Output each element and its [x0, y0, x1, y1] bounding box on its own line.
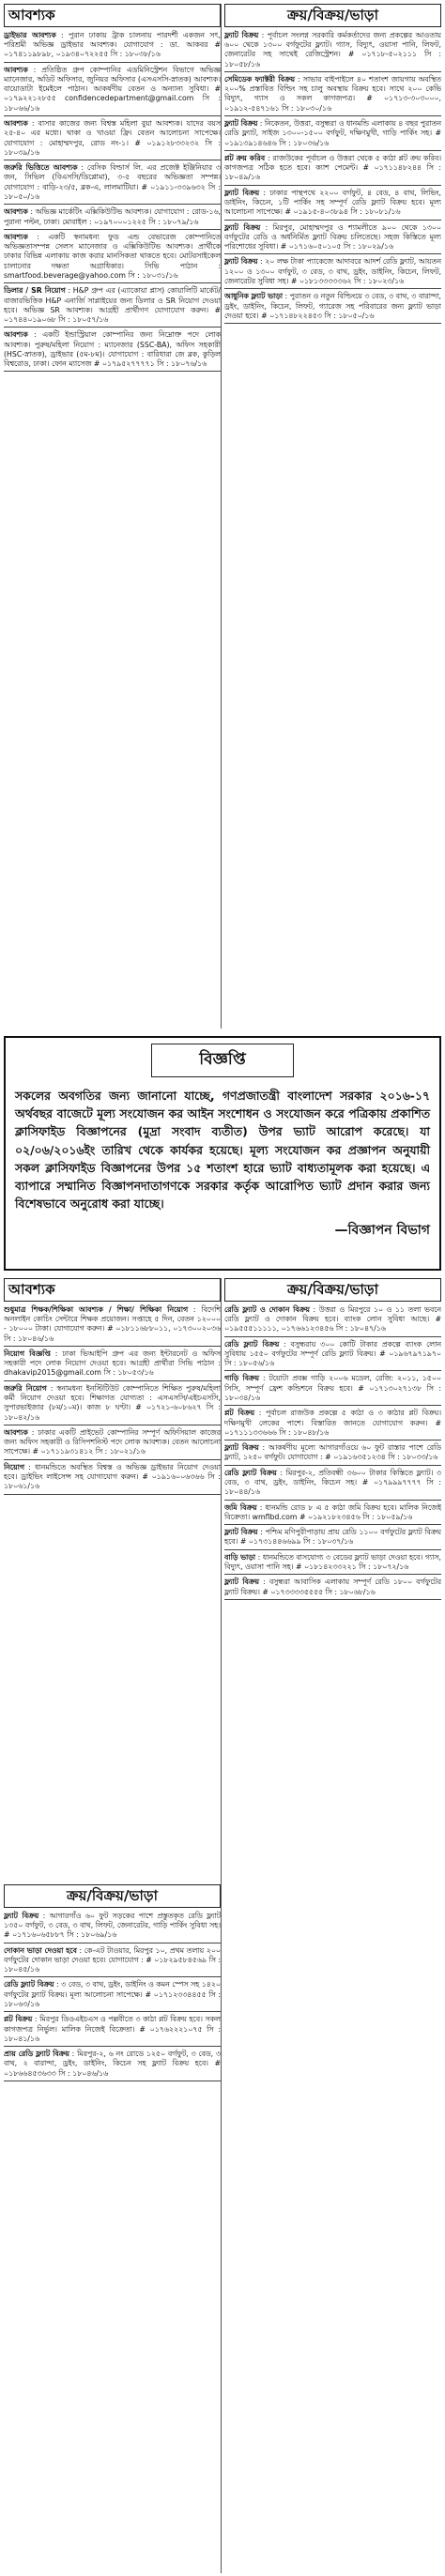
ad-label: ফ্ল্যাট বিক্রয় — [224, 188, 260, 197]
classified-ad: প্লট বিক্রয় : মিরপুর ডিওএইচএস ও পল্লবীতে ৩ কাঠা প্লট বিক্রয় হবে। সকল কাগজপত্র নির্ভুল। মালিক নিজেই বিক্রেতা। # ০১৭৬২২২১০৭৫ সি : ১৮০৪১/১৬ — [4, 2015, 221, 2047]
classified-ad: সেমিডেক ফ্যাক্টরী বিক্রয় : সাভার বাইপাইলে ৪০ শতাংশ জায়গায় অবস্থিত ২০০% প্রস্তাবিত বিল্ডিং সহ চালু অবস্থায় বিক্রয় হবে। সাথে ২০০ কেভি বিদ্যুৎ, গ্যাস ও সকল কাগজপত্র। # ০১৭১৩-৩০৩০০০, ০১৯১২-৫৪৭১৬১ সি : ১৮০৩০/১৬ — [224, 75, 441, 116]
ad-list — [4, 1912, 221, 2081]
ad-label: ফ্ল্যাট বিক্রয় — [224, 222, 261, 232]
ad-label: রেডি ফ্ল্যাট বিক্রয় — [224, 1339, 280, 1349]
section-top-left — [4, 4, 221, 1029]
classified-ad: রেডি ফ্ল্যাট বিক্রয় : বসুন্ধরায় ৩০০ কোটি টাকার প্রকল্পে ব্যাংক লোন সুবিধায় ১৫৫০ বর্গফুটের সম্পূর্ণ রেডি ফ্ল্যাট বিক্রয়। # ০১৯৬৭৯৭১৯৭০ সি : ১৮০৫৬/১৬ — [224, 1340, 441, 1372]
classified-ad: জরুরি ভিত্তিতে আবশ্যক : বেসিক বিল্ডার্স লি. এর প্রজেক্ট ইঞ্জিনিয়ার ৩ জন, সিভিল (বিএসসি/ডিপ্লোমা), ৩-৫ বছরের অভিজ্ঞতা সম্পন্ন। যোগাযোগ : বাড়ি-২৩/৫, ব্লক-এ, লালমাটিয়া। # ০১৯১১-৩৩৯৬৩২ সি : ১৮০৫০/১৬ — [4, 163, 221, 205]
ad-label: নিয়োগ বিজ্ঞপ্তি — [4, 1349, 51, 1358]
classified-ad: আবশ্যক : একটি স্বনামধন্য ফুড এন্ড বেভারেজ কোম্পানিতে অভিজ্ঞতাসম্পন্ন সেলস ম্যানেজার ও এক্সিকিউটিভ আবশ্যক। প্রার্থীকে ঢাকার বিভিন্ন এলাকায় কাজ করার মানসিকতা থাকতে হবে। মোটরসাইকেল চালানোর দক্ষতা অগ্রাধিকার। সিভি পাঠান : smartfood.beverage@yahoo.com সি : ১৮০৩১/১৬ — [4, 233, 221, 283]
ad-label: ফ্ল্যাট বিক্রয় — [224, 1578, 259, 1587]
section-bottom-left-1 — [4, 1278, 221, 1879]
classified-ad: দোকান ভাড়া দেওয়া হবে : কে-এট টাওয়ার, মিরপুর ১০, প্রথম তলায় ২০০ বর্গফুটের দোকান ভাড়া দেওয়া হবে। যোগাযোগ : # ০১৮২৯৫৮৪৫৬৯ সি : ১৮০৪৫/১৬ — [4, 1946, 221, 1978]
classified-ad: আধুনিক ফ্ল্যাট ভাড়া : পুরাতন ও নতুন বিল্ডিংয়ে ৩ বেড, ৩ বাথ, ৩ বারান্দা, ড্রইং, ডাইনিং, কিচেন, লিফট, গ্যারেজ সহ পরিবারের জন্য ফ্ল্যাট ভাড়া দেওয়া হবে। # ০১৭১৪৮২২৪৫৩ সি : ১৮০৫০/১৬ — [224, 292, 441, 324]
classified-ad: নিয়োগ : ধানমন্ডিতে অবস্থিত বিশ্বস্ত ও অভিজ্ঞ ড্রাইভার নিয়োগ দেওয়া হবে। ড্রাইভিং লাইসেন্স সহ যোগাযোগ করুন। # ০১৯১৬০০৬৩৬৬ সি : ১৮০৬১/১৬ — [4, 1463, 221, 1495]
ad-list — [4, 31, 221, 373]
section-heading: ক্রয়/বিক্রয়/ভাড়া — [224, 1278, 441, 1302]
classified-ad: রেডি ফ্ল্যাট বিক্রয় : ৩ বেড, ৩ বাথ, ড্রইং, ডাইনিং ও কমন স্পেস সহ ১৪২০ বর্গফুটের ফ্ল্যাট বিক্রয়। মূল্য আলোচনা সাপেক্ষে। # ০১৭১২৩৩৪৪৫৫ সি : ১৮০৬৩/১৬ — [4, 1980, 221, 2012]
ad-label: ফ্ল্যাট বিক্রয় — [224, 1528, 258, 1537]
classified-ad: আবশ্যক : অভিজ্ঞ মার্কেটিং এক্সিকিউটিভ আবশ্যক। যোগাযোগ : রোড-১৬, পুরানা পল্টন, ঢাকা। মোবাইল : ০১৯৭০০০১২২৫ সি : ১৮০৭৯/১৬ — [4, 207, 221, 230]
classified-ad: শুধুমাত্র শিক্ষক/শিক্ষিকা আবশ্যক / শিক্ষা/ শিক্ষিকা নিয়োগ : বিদেশি অনলাইন কোচিং সেন্টারে শিক্ষক প্রয়োজন। সপ্তাহে ৫ দিন, বেতন ১২০০০ - ১৮০০০ টাকা। যোগাযোগ করুন। # ০১৮১১৬৮৮০১১, ০১৭৩০০২০৩৬ সি : ১৮০৪৬/১৬ — [4, 1305, 221, 1347]
section-heading: ক্রয়/বিক্রয়/ভাড়া — [224, 4, 441, 27]
ad-list — [4, 1305, 221, 1495]
classified-ad: প্লট বিক্রয় : পূর্বাচল রাজউক প্রকল্পে ৫ কাঠা ও ৩ কাঠার প্লট বিক্রয়। দক্ষিণমুখী লেকের পাশে। বিস্তারিত জানতে যোগাযোগ করুন। # ০১৭১১১৩৩৬৬৬ সি : ১৮০৪৮/১৬ — [224, 1409, 441, 1440]
ad-label: নিয়োগ — [4, 1462, 24, 1471]
classified-ad: ফ্ল্যাট বিক্রয় : পশ্চিম মণিপুরীপাড়ায় প্রায় রেডি ১১০০ বর্গফুটের ফ্ল্যাট বিক্রয় হবে। # ০১৭৩১৪৪৬৬৯৯ সি : ১৮০৩৭/১৬ — [224, 1528, 441, 1550]
ad-label: ফ্ল্যাট বিক্রয় — [224, 119, 258, 128]
notice-body: সকলের অবগতির জন্য জানানো যাচ্ছে, গণপ্রজাতন্ত্রী বাংলাদেশ সরকার ২০১৬-১৭ অর্থবছর বাজেটে মূল্য সংযোজন কর আইন সংশোধন ও সংযোজন করে পত্রিকায় প্রকাশিত ক্লাসিফাইড বিজ্ঞাপনের (মুদ্রা সংবাদ ব্যতীত) উপর ভ্যাট আরোপ করেছে। যা ০২/০৬/২০১৬ইং তারিখ থেকে কার্যকর হয়েছে। মূল্য সংযোজন কর প্রজ্ঞাপন অনুযায়ী সকল ক্লাসিফাইড বিজ্ঞাপনের উপর ১৫ শতাংশ হারে ভ্যাট বাধ্যতামূলক করা হয়েছে। এ ব্যাপারে সম্মানিত বিজ্ঞাপনদাতাগণকে সরকার কর্তৃক আরোপিত ভ্যাট প্রদান করার জন্য বিশেষভাবে অনুরোধ করা যাচ্ছে। — [15, 1089, 430, 1212]
ad-label: জমি বিক্রয় — [224, 1502, 257, 1512]
ad-label: শুধুমাত্র শিক্ষক/শিক্ষিকা আবশ্যক / শিক্ষা/ শিক্ষিকা নিয়োগ — [4, 1304, 189, 1314]
notice-signature: —বিজ্ঞাপন বিভাগ — [334, 1222, 430, 1238]
classified-ad: আবশ্যক : ঢাকার একটি প্রাইভেট কোম্পানির সম্পূর্ণ অফিসিয়াল কাজের জন্য অফিস সহকারী ও রিসিপশনিস্ট পদে লোক আবশ্যক। বেতন আলোচনা সাপেক্ষে। # ০১৭১১৯৩১৪১২ সি : ১৮০২১/১৬ — [4, 1428, 221, 1460]
classified-ad: বাড়ি ভাড়া : ধানমন্ডিতে বাসযোগ্য ৩ বেডের ফ্ল্যাট ভাড়া দেওয়া হবে। গ্যাস, বিদ্যুৎ, ওয়াসা পানি সহ। # ০১৮১৪২৩৩২২১ সি : ১৮০৭২/১৬ — [224, 1553, 441, 1576]
ad-label: রেডি ফ্ল্যাট ও দোকান বিক্রয় — [224, 1304, 310, 1314]
section-heading: ক্রয়/বিক্রয়/ভাড়া — [4, 1884, 221, 1908]
classified-ad: ড্রাইভার আবশ্যক : পুরান ঢাকায় ট্রাক চালনায় পারদর্শী একজন সৎ, পরিশ্রমী অভিজ্ঞ ড্রাইভার আবশ্যক। যোগাযোগ : ডা. আকবর # ০১৭৪১১৯৮৯৮, ০১৯৩৪০৭২২৫৫ সি : ১৮০৩৮/১৬ — [4, 31, 221, 63]
classified-ad: রেডি ফ্ল্যাট বিক্রয় : মিরপুর-২, প্রতিবন্ধী ৩৬০০ টাকার কিস্তিতে ফ্ল্যাট। ৩ বেড, ৩ বাথ, ড্রইং, ডাইনিং, কিচেন সহ। # ০১৭৯৯৯৭৭৭৭ সি : ১৮০৪৪/১৬ — [224, 1469, 441, 1501]
classified-ad: প্রায় রেডি ফ্ল্যাট বিক্রয় : মিরপুর-২, ৬ নং রোডে ১২৫০ বর্গফুট, ৩ বেড, ৩ বাথ, ২ বারান্দা, ড্রইং, ডাইনিং, কিচেন সহ ফ্ল্যাট বিক্রয় হবে। # ০১৮৬৬৪৫৩৬৩৩ সি : ১৮০৪৬/১৬ — [4, 2050, 221, 2081]
section-heading: আবশ্যক — [4, 4, 221, 27]
classified-ad: আবশ্যক : একটি ইন্ডাস্ট্রিয়াল কোম্পানির জন্য নিম্নোক্ত পদে লোক আবশ্যক। পুরুষ/মহিলা নিয়োগ : ম্যানেজার (SSC-BA), অফিস সহকারী (HSC-স্নাতক), ড্রাইভার (৫ম-৮ম)। যোগাযোগ : বারিধারা জে ব্লক, কুড়িল বিশ্বরোড, ঢাকা। ফোন ম্যাসেজ # ০১৭৯৫২৭৭৭৭১ সি : ১৮০৭৬/১৬ — [4, 330, 221, 372]
ad-label: আবশ্যক — [4, 330, 28, 340]
ad-label: প্রায় রেডি ফ্ল্যাট বিক্রয় — [4, 2050, 69, 2059]
ad-list — [224, 1305, 441, 1600]
ad-label: রেডি ফ্ল্যাট বিক্রয় — [4, 1980, 54, 1989]
section-bottom-left-2 — [4, 1884, 221, 2571]
ad-label: আবশ্যক — [4, 1427, 28, 1437]
ad-label: আবশ্যক — [4, 232, 28, 241]
classified-ad: ডিলার / SR নিয়োগ : H&P গ্রুপ এর (এ্যাকোয়া প্লাস) কোয়ালিটি মার্কেট/বাজারভিত্তিক H&P এনার্জি সাপ্লাইয়ের জন্য ডিলার ও SR নিয়োগ দেওয়া হবে। অভিজ্ঞ SR আবশ্যক। আগ্রহী প্রার্থীগণ যোগাযোগ করুন। # ০১৭৪৪০১৯০৬৮ সি : ১৮০৫৭/১৬ — [4, 286, 221, 328]
classified-ad: নিয়োগ বিজ্ঞপ্তি : ঢাকা ভিআইপি গ্রুপ এর জন্য ইন্টারনেট ও অফিস সহকারী পদে লোক নিয়োগ দেওয়া হবে। আগ্রহী প্রার্থীরা সিভি পাঠান : dhakavip2015@gmail.com সি : ১৮০৫৩/১৬ — [4, 1349, 221, 1381]
ad-label: ডিলার / SR নিয়োগ — [4, 286, 66, 296]
classified-ad: প্লট ক্রয় করিব : রাজউকের পূর্বাচল ও উত্তরা থেকে ৫ কাঠা প্লট ক্রয় করিব। কাগজপত্র সঠিক হতে হবে। ক্যাশ পেমেন্ট। # ০১৭১১৪৮২৪৪ সি : ১৮০৪৯/১৬ — [224, 154, 441, 186]
classified-ad: আবশ্যক : বাসার কাজের জন্য বিশ্বস্ত মহিলা বুয়া আবশ্যক। যাদের বয়স ২৫-৪০ এর মধ্যে। থাকা ও খাওয়া ফ্রি। বেতন আলোচনা সাপেক্ষে। যোগাযোগ : মোহাম্মদপুর, রোড নং-১। # ০১৯১২৮৩৩২৩২ সি : ১৮০৩৯/১৬ — [4, 119, 221, 160]
classified-ad: ফ্ল্যাট বিক্রয় : পূর্বাচল সংলগ্ন সরকারি কর্মকর্তাদের জন্য প্রকল্পের আওতায় ৬০০ থেকে ১৩০০ বর্গফুটের ফ্ল্যাট। গ্যাস, বিদ্যুৎ, ওয়াসা পানি, লিফট, জেনারেটর সহ সাথেই রেজিস্ট্রেশন। # ০১৭১৮-৫০২১১১ সি : ১৮০৫৮/১৬ — [224, 31, 441, 72]
ad-label: দোকান ভাড়া দেওয়া হবে — [4, 1945, 77, 1955]
section-bottom-right — [224, 1278, 441, 2571]
ad-label: আবশ্যক — [4, 65, 28, 74]
ad-label: রেডি ফ্ল্যাট বিক্রয় — [224, 1468, 277, 1477]
ad-label: ড্রাইভার আবশ্যক — [4, 30, 56, 39]
classified-ad: ফ্ল্যাট বিক্রয় : বসুন্ধরা আবাসিক এলাকায় সম্পূর্ণ রেডি ১৮০০ বর্গফুটের ফ্ল্যাট বিক্রয়। # ০১৭৩৩৩৩৫৫৫৫ সি : ১৮০৬৮/১৬ — [224, 1578, 441, 1600]
ad-label: প্লট ক্রয় করিব — [224, 153, 266, 162]
ad-label: আবশ্যক — [4, 119, 28, 128]
classified-ad: রেডি ফ্ল্যাট ও দোকান বিক্রয় : উত্তরা ও মিরপুরে ১০ ও ১১ তলা ভবনে রেডি ফ্ল্যাট ও দোকান বিক্রয় হবে। ব্যাংক লোন সুবিধা আছে। # ০১৯৫৫৫১১১১১, ০১৭৬৬১২৩৪৫৬ সি : ১৮০৪৭/১৬ — [224, 1305, 441, 1337]
ad-label: বাড়ি ভাড়া — [224, 1552, 256, 1562]
ad-label: জরুরি নিয়োগ — [4, 1383, 47, 1393]
ad-label: ফ্ল্যাট বিক্রয় — [224, 1443, 259, 1453]
ad-label: গাড়ি বিক্রয় — [224, 1374, 260, 1383]
classified-ad: গাড়ি বিক্রয় : টয়োটা প্রবক্স গাড়ি ২০০৬ মডেল, রেজি: ২০১১, ১৫০০ সিসি, সম্পূর্ণ ফ্রেশ কন্ডিশনে বিক্রয় হবে। # ০১৭১৩০২৭১৩৮ সি : ১৮০৩৪/১৬ — [224, 1374, 441, 1406]
ad-label: আবশ্যক — [4, 207, 28, 217]
classified-ad: ফ্ল্যাট বিক্রয় : ঢাকার পান্থপথে ২২০০ বর্গফুট, ৪ বেড, ৪ বাথ, লিভিং, ডাইনিং, কিচেন, ১টি পার্কিং সহ সম্পূর্ণ রেডি ফ্ল্যাট বিক্রয় হবে। মূল্য আলোচনা সাপেক্ষে। # ০১৯১৫-৪০৩৮৯৪ সি : ১৮০৮১/১৬ — [224, 189, 441, 221]
ad-label: প্লট বিক্রয় — [4, 2015, 33, 2024]
classified-ad: ফ্ল্যাট বিক্রয় : মিরপুর, মোহাম্মদপুর ও শ্যামলীতে ৯০০ থেকে ১৩০০ বর্গফুটের রেডি ও অর্ধনির্মিত ফ্ল্যাট বিক্রয় চলিতেছে। সহজ কিস্তিতে মূল্য পরিশোধের সুবিধা। # ০১৭১৬০৫০১০৫ সি : ১৮০২৯/১৬ — [224, 223, 441, 255]
notice-title: বিজ্ঞপ্তি — [151, 1044, 294, 1077]
ad-label: ফ্ল্যাট বিক্রয় — [4, 1911, 39, 1920]
classified-ad: ফ্ল্যাট বিক্রয় : আগারগাঁও ৬০ ফুট সড়কের পাশে প্রস্তুতকৃত রেডি ফ্ল্যাট ১৩৫০ বর্গফুট, ৩ বেড, ৩ বাথ, লিফট, জেনারেটর, গাড়ি পার্কিং সুবিধা সহ। # ০১৭১৬০৬৫৮৮৭ সি : ১৮০৬৯/১৬ — [4, 1912, 221, 1943]
section-heading: আবশ্যক — [4, 1278, 221, 1302]
ad-list — [224, 31, 441, 324]
column-divider-top — [221, 4, 222, 1029]
classified-ad: জমি বিক্রয় : ধানমন্ডি রোড ৮ এ ৫ কাঠা জমি বিক্রয় হবে। মালিক নিজেই বিক্রেতা। wmflbd.com # ০১৯২১৮২৩৪৫৬ সি : ১৮০৫৯/১৬ — [224, 1503, 441, 1526]
ad-label: সেমিডেক ফ্যাক্টরী বিক্রয় — [224, 74, 295, 84]
ad-label: আধুনিক ফ্ল্যাট ভাড়া — [224, 292, 284, 301]
classified-ad: ফ্ল্যাট বিক্রয় : আকর্ষণীয় মূল্যে আগারগাঁওয়ে ৬০ ফুট রাস্তার পাশে রেডি ফ্ল্যাট, ১২৫০ বর্গফুট। যোগাযোগ : # ০১৯১৬৩৫১২৩৪ সি : ১৮০৩৩/১৬ — [224, 1443, 441, 1466]
ad-label: জরুরি ভিত্তিতে আবশ্যক — [4, 163, 78, 173]
vat-notice-box — [4, 1036, 441, 1271]
section-top-right — [224, 4, 441, 1029]
classified-ad: ফ্ল্যাট বিক্রয় : ২০ লক্ষ টাকা প্যাকেজে আদাবরে আদর্শ রেডি ফ্ল্যাট, আয়তন ১২০০ ও ১৩০০ বর্গফুট, ৩ বেড, ৩ বাথ, ড্রইং, ডাইনিং, কিচেন, লিফট, জেনারেটর সুবিধা সহ। # ০১৮১৩৩৩৩৩৬২ সি : ১৮০২৩/১৬ — [224, 257, 441, 289]
classified-ad: জরুরি নিয়োগ : স্বনামধন্য ইনস্টিটিউট কোম্পানিতে শিক্ষিত পুরুষ/মহিলা কর্মী নিয়োগ দেওয়া হবে। শিক্ষাগত যোগ্যতা : এসএসসি/এইচএসসি, সুপারভাইজার (৮ম/১০ম)। কাজ ৮ ঘণ্টা। # ০১৭২১-৬০৮৬২৭ সি : ১৮০৪২/১৬ — [4, 1384, 221, 1425]
ad-label: প্লট বিক্রয় — [224, 1409, 255, 1418]
column-divider-bottom — [221, 1278, 222, 2573]
classified-ad: আবশ্যক : প্রতিষ্ঠিত গ্রুপ কোম্পানির এডমিনিস্ট্রেশন বিভাগে অভিজ্ঞ ম্যানেজার, অডিট অফিসার, জুনিয়র অফিসার (এসএসসি-স্নাতক) আবশ্যক। বায়োডাটা ইমেইলে পাঠান। আকর্ষণীয় বেতন ও অন্যান্য সুবিধা। # ০১৭৯২২১২৮৫৫ confidencedepartment@gmail.com সি : ১৮০৬৬/১৬ — [4, 66, 221, 116]
ad-label: ফ্ল্যাট বিক্রয় — [224, 30, 259, 39]
ad-label: ফ্ল্যাট বিক্রয় — [224, 257, 258, 267]
classified-ad: ফ্ল্যাট বিক্রয় : নিকেতন, উত্তরা, বসুন্ধরা ও ধানমন্ডি এলাকায় ৪ বছর পুরাতন রেডি ফ্ল্যাট, সাইজ ১৩০০-১৫০০ বর্গফুট, দক্ষিণমুখী, গাড়ি পার্কিং সহ। # ০১৯১৩৯১৪৬৪৬ সি : ১৮০৩৬/১৬ — [224, 119, 441, 151]
